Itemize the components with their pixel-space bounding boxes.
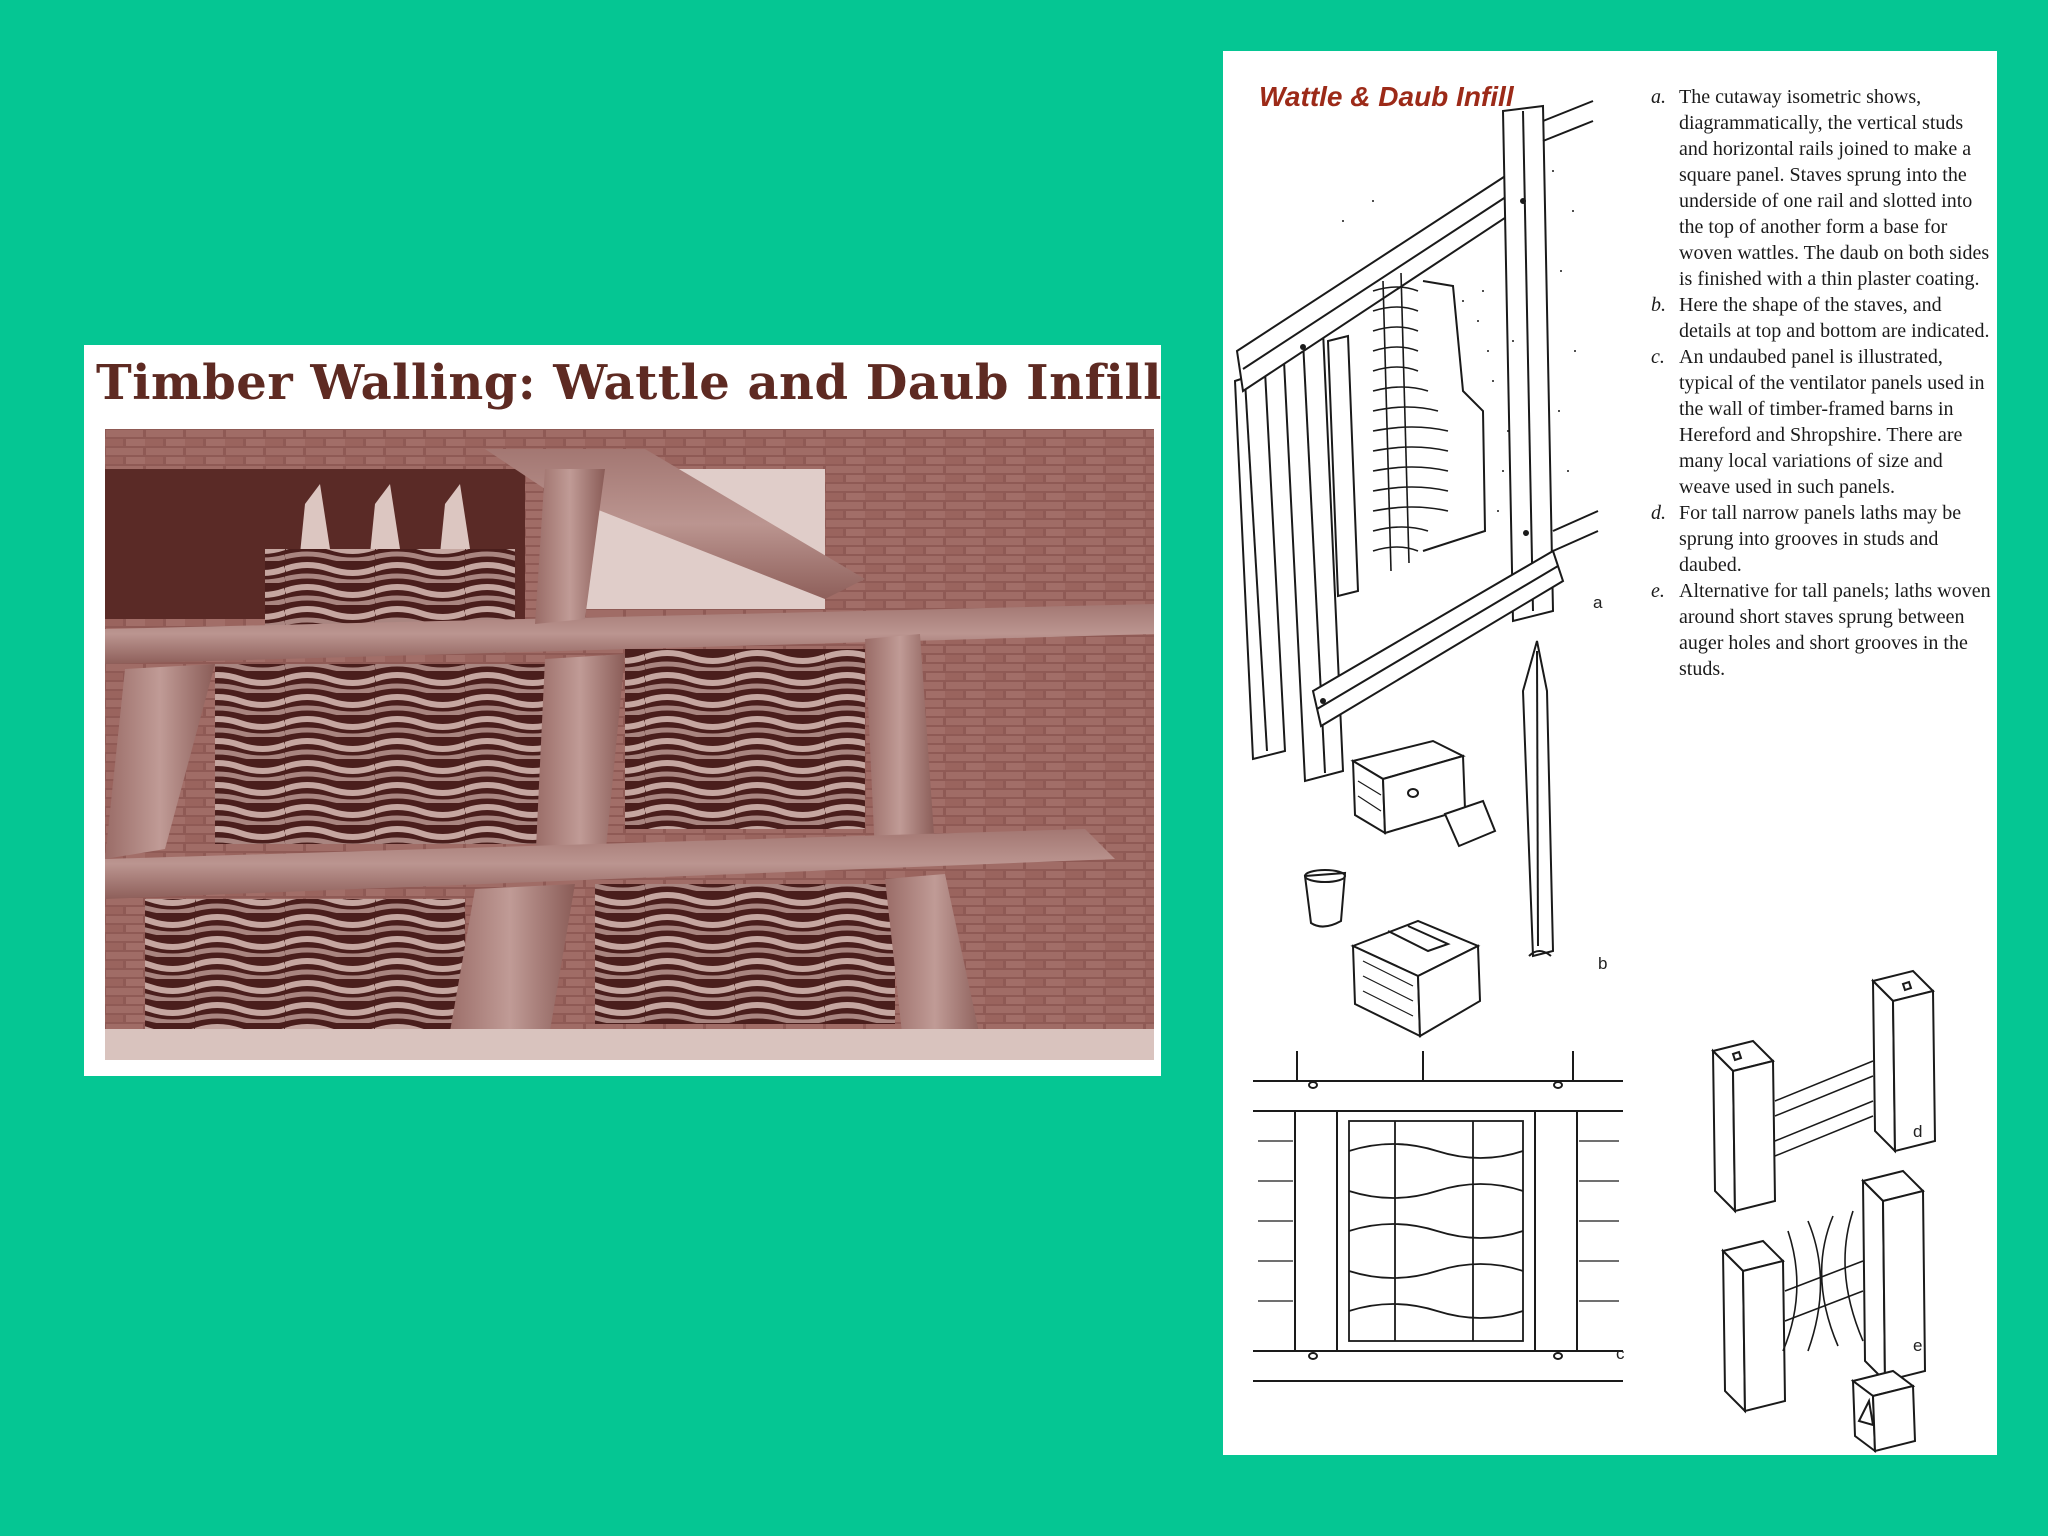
wattle-daub-photo [105,429,1154,1060]
note-d-letter: d. [1651,502,1666,524]
note-a-letter: a. [1651,86,1666,108]
note-b [1639,292,1995,344]
figure-label-e: e [1913,1336,1923,1355]
wattle-daub-photo-image [105,429,1154,1060]
figure-label-c: c [1616,1344,1625,1363]
photo-title: Timber Walling: Wattle and Daub Infill [96,355,1162,411]
note-a [1639,84,1995,292]
note-c-letter: c. [1651,346,1665,368]
plate-notes [1639,84,1995,682]
figure-e-drawing [1723,1171,1925,1451]
figure-label-d: d [1913,1122,1923,1141]
note-a-text: The cutaway isometric shows, diagrammatically, the vertical studs and horizontal rails joined to make a square panel. Staves sprung into the underside of one rail and slotted into the top of another form a base for woven wattles. The daub on both sides is finished with a thin plaster coating. [1679,86,1990,290]
note-c-text: An undaubed panel is illustrated, typical of the ventilator panels used in the wall of timber-framed barns in Hereford and Shropshire. There are many local variations of size and weave used in such panels. [1679,346,1985,498]
note-b-text: Here the shape of the staves, and details at top and bottom are indicated. [1679,294,1990,342]
note-d [1639,500,1995,578]
figure-label-a: a [1593,593,1603,612]
photo-card [84,345,1161,1076]
note-e-text: Alternative for tall panels; laths woven around short staves sprung between auger holes and short grooves in the studs. [1679,580,1991,680]
note-c [1639,344,1995,500]
plate-title: Wattle & Daub Infill [1259,81,1514,112]
note-b-letter: b. [1651,294,1666,316]
note-d-text: For tall narrow panels laths may be sprung into grooves in studs and daubed. [1679,502,1962,576]
figure-c-drawing [1253,1051,1623,1381]
note-e-letter: e. [1651,580,1665,602]
figure-label-b: b [1598,954,1608,973]
note-e [1639,578,1995,682]
illustration-plate [1223,51,1997,1455]
